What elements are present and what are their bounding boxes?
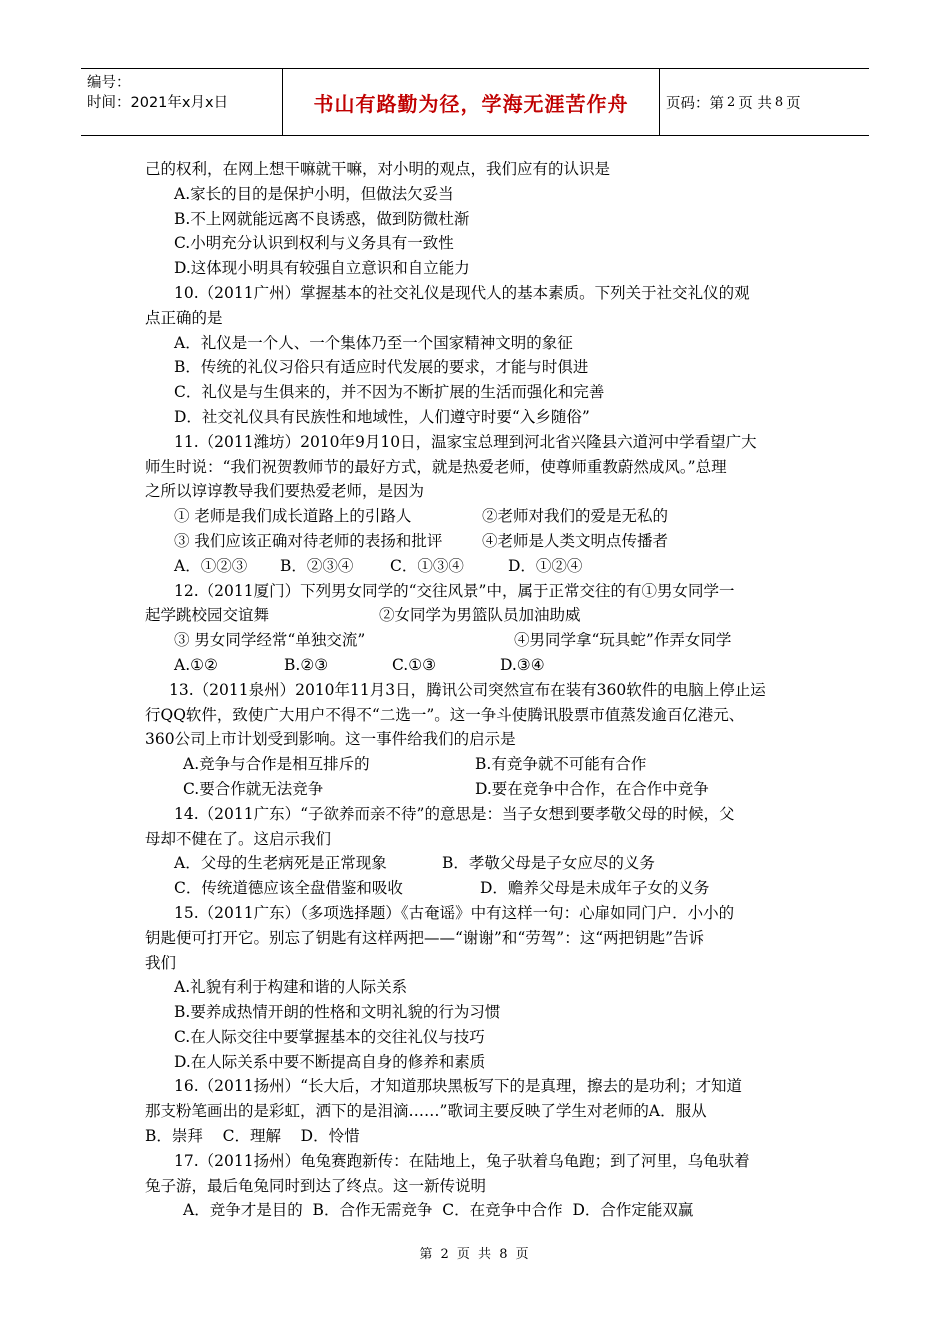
answer-option: B.有竞争就不可能有合作 — [475, 755, 647, 774]
option-line: A.家长的目的是保护小明，但做法欠妥当 — [174, 184, 454, 203]
answer-option: B.②③ — [284, 655, 329, 674]
text-line: B．崇拜 C．理解 D．怜惜 — [145, 1127, 360, 1146]
answer-option: C．传统道德应该全盘借鉴和吸收 — [174, 879, 403, 898]
question-line: 14.（2011广东）“子欲养而亲不待”的意思是：当子女想到要孝敬父母的时候，父 — [174, 804, 735, 823]
header-page-total: 8 — [774, 94, 784, 110]
answer-option: C.要合作就无法竞争 — [183, 779, 324, 798]
text-line: 钥匙便可打开它。别忘了钥匙有这样两把——“谢谢”和“劳驾”：这“两把钥匙”告诉 — [145, 928, 705, 947]
answer-row — [145, 876, 825, 901]
answer-row — [145, 777, 825, 802]
answer-option: D．赡养父母是未成年子女的义务 — [480, 879, 710, 898]
question-line: 13.（2011泉州）2010年11月3日，腾讯公司突然宣布在装有360软件的电脑上停止运 — [169, 680, 766, 699]
statement-item: ②老师对我们的爱是无私的 — [482, 507, 669, 526]
header-page-prefix: 页码：第 — [666, 95, 724, 112]
option-line: C.在人际交往中要掌握基本的交往礼仪与技巧 — [174, 1027, 485, 1046]
text-line: 行QQ软件，致使广大用户不得不“二选一”。这一争斗使腾讯股票市值蒸发逾百亿港元、 — [145, 705, 745, 724]
question-line: 17.（2011扬州）龟兔赛跑新传：在陆地上，兔子驮着乌龟跑；到了河里，乌龟驮着 — [174, 1151, 750, 1170]
answer-option: D．①②④ — [508, 556, 583, 575]
header-meta — [81, 69, 283, 135]
answer-option: C.①③ — [392, 655, 437, 674]
statement-row — [145, 529, 825, 554]
option-line: B.不上网就能远离不良诱惑，做到防微杜渐 — [174, 209, 470, 228]
text-line: 兔子游，最后龟兔同时到达了终点。这一新传说明 — [145, 1176, 487, 1195]
option-line: C．礼仪是与生俱来的，并不因为不断扩展的生活而强化和完善 — [174, 383, 605, 402]
header-page-mid: 页 共 — [738, 95, 772, 112]
header-number-label: 编号： — [87, 75, 131, 91]
text-line: 师生时说：“我们祝贺教师节的最好方式，就是热爱老师，使尊师重教蔚然成风。”总理 — [145, 457, 727, 476]
option-line: B．传统的礼仪习俗只有适应时代发展的要求，才能与时俱进 — [174, 358, 589, 377]
question-line: 16.（2011扬州）“长大后，才知道那块黑板写下的是真理，擦去的是功利；才知道 — [174, 1077, 743, 1096]
statement-row — [145, 504, 825, 529]
statement-item: ① 老师是我们成长道路上的引路人 — [174, 507, 412, 526]
text-line: 点正确的是 — [145, 308, 223, 327]
answer-option: D.③④ — [500, 655, 545, 674]
option-line: A.礼貌有利于构建和谐的人际关系 — [174, 978, 408, 997]
option-line: D.在人际关系中要不断提高自身的修养和素质 — [174, 1052, 486, 1071]
answer-option: A.①② — [174, 655, 218, 674]
answer-row — [145, 554, 825, 579]
statement-row — [145, 628, 825, 653]
answer-option: D.要在竞争中合作，在合作中竞争 — [475, 779, 709, 798]
question-line: 12.（2011厦门）下列男女同学的“交往风景”中，属于正常交往的有①男女同学一 — [174, 581, 735, 600]
option-line: A．礼仪是一个人、一个集体乃至一个国家精神文明的象征 — [174, 333, 573, 352]
text-line: 己的权利，在网上想干嘛就干嘛，对小明的观点，我们应有的认识是 — [145, 160, 611, 178]
option-line: C.小明充分认识到权利与义务具有一致性 — [174, 234, 454, 253]
statement-item: ②女同学为男篮队员加油助威 — [379, 606, 581, 625]
text-line: 360公司上市计划受到影响。这一事件给我们的启示是 — [145, 730, 516, 749]
text-line: 之所以谆谆教导我们要热爱老师，是因为 — [145, 482, 425, 501]
header-page-info — [660, 69, 869, 135]
option-line: B.要养成热情开朗的性格和文明礼貌的行为习惯 — [174, 1003, 501, 1022]
question-line: 15.（2011广东）（多项选择题）《古奄谣》中有这样一句：心扉如同门户．小小的 — [174, 903, 735, 922]
text-line: 母却不健在了。这启示我们 — [145, 829, 332, 848]
option-line: A．竞争才是目的 B．合作无需竞争 C．在竞争中合作 D．合作定能双赢 — [183, 1201, 694, 1220]
answer-option: B．孝敬父母是子女应尽的义务 — [442, 854, 655, 873]
option-line: D.这体现小明具有较强自立意识和自立能力 — [174, 259, 470, 278]
page-footer: 第 2 页 共 8 页 — [419, 1247, 531, 1262]
header-page-suffix: 页 — [786, 95, 801, 112]
option-line: D．社交礼仪具有民族性和地域性，人们遵守时要“入乡随俗” — [174, 407, 590, 426]
answer-row — [145, 851, 825, 876]
text-line: 那支粉笔画出的是彩虹，洒下的是泪滴……”歌词主要反映了学生对老师的A．服从 — [145, 1102, 707, 1121]
statement-item: ④老师是人类文明点传播者 — [482, 531, 669, 550]
answer-option: C．①③④ — [390, 556, 464, 575]
answer-option: A．父母的生老病死是正常现象 — [174, 854, 387, 873]
page-header — [81, 68, 869, 136]
text-line: 我们 — [145, 953, 177, 972]
header-time-label: 时间：2021年x月x日 — [87, 95, 229, 111]
answer-option: A.竞争与合作是相互排斥的 — [183, 755, 370, 774]
answer-option: B．②③④ — [280, 556, 354, 575]
statement-item: ③ 我们应该正确对待老师的表扬和批评 — [174, 531, 443, 550]
question-line: 11.（2011潍坊）2010年9月10日，温家宝总理到河北省兴隆县六道河中学看望广大 — [174, 432, 757, 451]
statement-item: ③ 男女同学经常“单独交流” — [174, 631, 366, 650]
header-page-number: 2 — [727, 94, 736, 110]
question-line: 10.（2011广州）掌握基本的社交礼仪是现代人的基本素质。下列关于社交礼仪的观 — [174, 283, 750, 302]
statement-item: 起学跳校园交谊舞 — [145, 606, 270, 625]
header-motto: 书山有路勤为径，学海无涯苦作舟 — [283, 69, 660, 135]
answer-option: A．①②③ — [174, 556, 248, 575]
statement-row — [145, 603, 825, 628]
statement-item: ④男同学拿“玩具蛇”作弄女同学 — [514, 631, 732, 650]
document-body — [145, 157, 825, 1223]
answer-row — [145, 653, 825, 678]
answer-row — [145, 752, 825, 777]
